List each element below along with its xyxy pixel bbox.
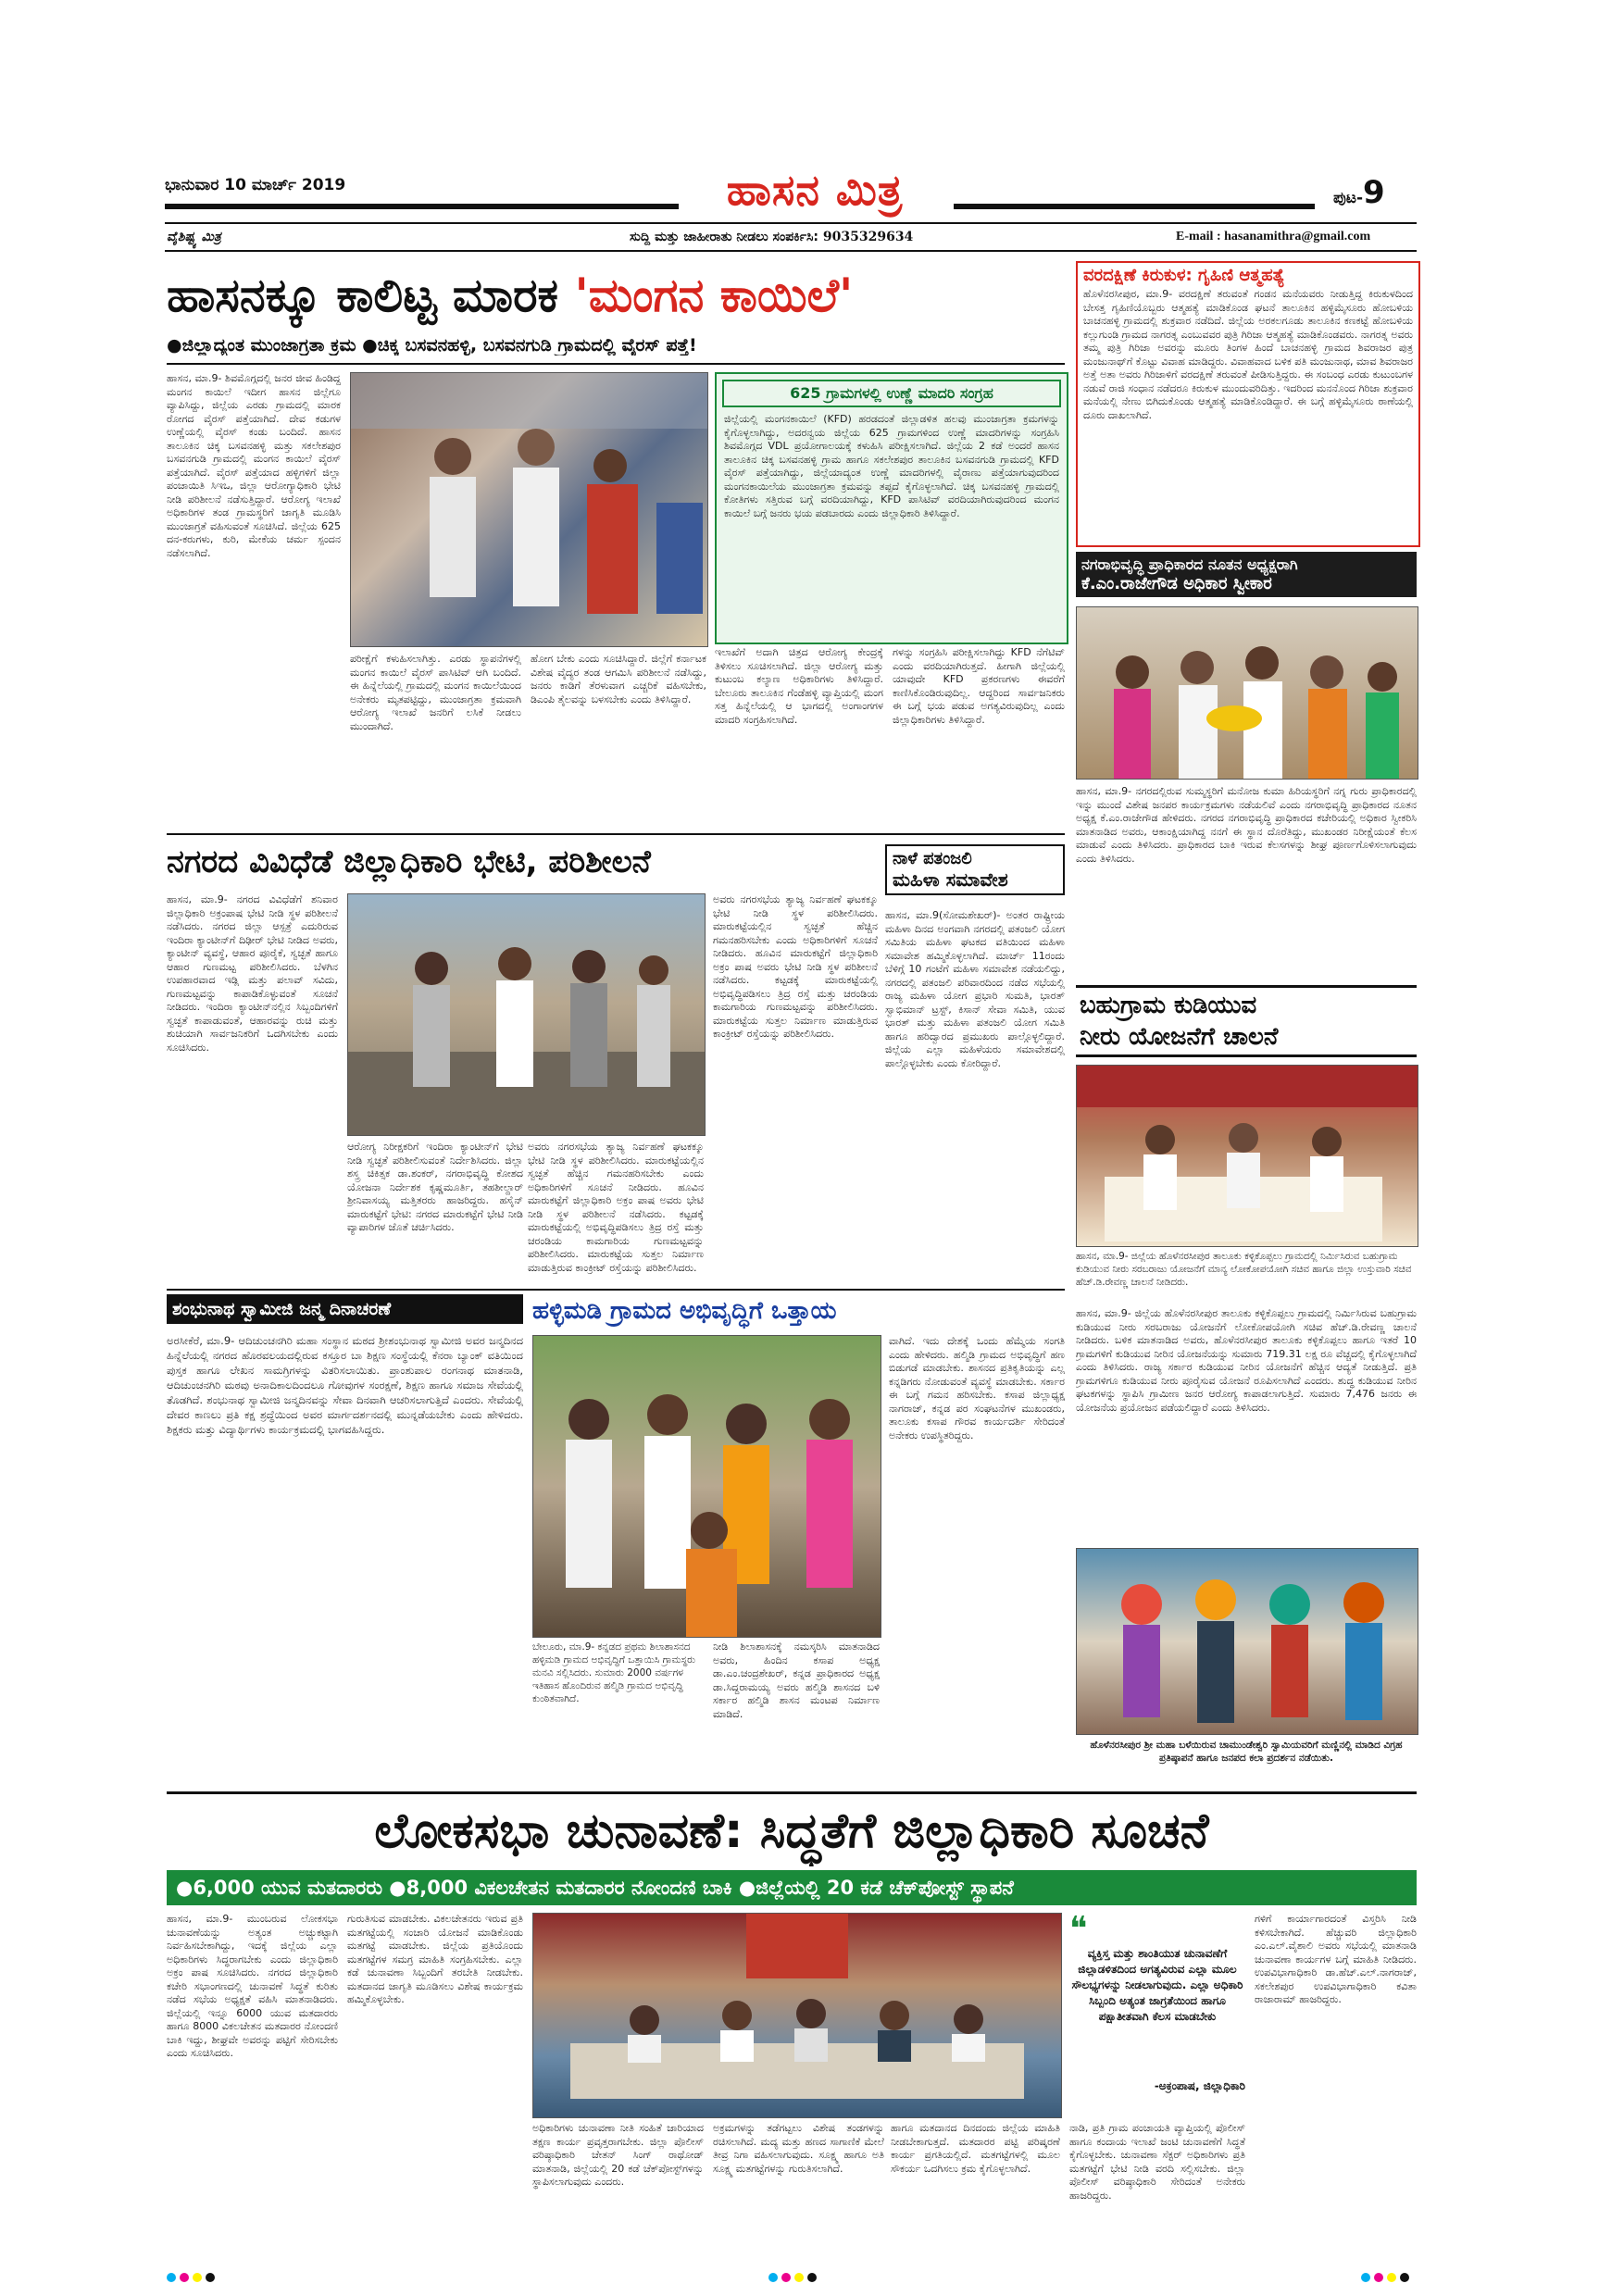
- dc-photo: [347, 893, 706, 1136]
- lead-headline: [167, 263, 1065, 330]
- dc-top-rule: [167, 833, 1065, 835]
- dc-body-col2: ಆರೋಗ್ಯ ನಿರೀಕ್ಷಕರಿಗೆ ಇಂದಿರಾ ಕ್ಯಾಂಟೀನ್‌ಗೆ ಭೇಟಿ ನೀಡಿ ಸ್ವಚ್ಛತೆ ಪರಿಶೀಲಿಸುವಂತೆ ನಿರ್ದೇಶಿಸಿದರು. ಜಿಲ್ಲಾ ಶಸ್ತ್ರ ಚಿಕಿತ್ಸಕ ಡಾ.ಶಂಕರ್, ನಗರಾಭಿವೃದ್ಧಿ ಕೋಶದ ಯೋಜನಾ ನಿರ್ದೇಶಕ ಕೃಷ್ಣಮೂರ್ತಿ, ತಹಶೀಲ್ದಾರ್ ಶ್ರೀನಿವಾಸಯ್ಯ ಮತ್ತಿತರರು ಹಾಜರಿದ್ದರು. ಹಸೈನ್ ಮಾರುಕಟ್ಟೆಗೆ ಭೇಟಿ: ನಗರದ ಮಾರುಕಟ್ಟೆಗೆ ಭೇಟಿ ನೀಡಿ ವ್ಯಾಪಾರಿಗಳ ಜೊತೆ ಚರ್ಚಿಸಿದರು.: [347, 1141, 523, 1233]
- election-banner: ●6,000 ಯುವ ಮತದಾರರು ●8,000 ವಿಕಲಚೇತನ ಮತದಾರರ ನೋಂದಣಿ ಬಾಕಿ ●ಜಿಲ್ಲೆಯಲ್ಲಿ 20 ಕಡೆ ಚೆಕ್‌ಪೋಸ್ಟ್ ಸ್ಥಾಪನೆ: [167, 1870, 1417, 1905]
- header-rule-right: [954, 204, 1315, 209]
- quote-author: -ಅಕ್ರಂಪಾಷ, ಜಿಲ್ಲಾಧಿಕಾರಿ: [1154, 2079, 1245, 2092]
- hallimadi-body-col3: ವಾಗಿದೆ. ಇದು ದೇಶಕ್ಕೆ ಒಂದು ಹೆಮ್ಮೆಯ ಸಂಗತಿ ಎಂದು ಹೇಳಿದರು. ಹಲ್ಮಿಡಿ ಗ್ರಾಮದ ಅಭಿವೃದ್ಧಿಗೆ ಹಣ ಬಿಡುಗಡೆ ಮಾಡಬೇಕು. ಶಾಸನದ ಪ್ರತಿಕೃತಿಯನ್ನು ಎಲ್ಲ ಕನ್ನಡಿಗರು ನೋಡುವಂತೆ ವ್ಯವಸ್ಥೆ ಮಾಡಬೇಕು. ಸರ್ಕಾರ ಈ ಬಗ್ಗೆ ಗಮನ ಹರಿಸಬೇಕು. ಕಸಾಪ ಜಿಲ್ಲಾಧ್ಯಕ್ಷ ನಾಗರಾಜ್, ಕನ್ನಡ ಪರ ಸಂಘಟನೆಗಳ ಮುಖಂಡರು, ತಾಲೂಕು ಕಸಾಪ ಗೌರವ ಕಾರ್ಯದರ್ಶಿ ಸೇರಿದಂತೆ ಅನೇಕರು ಉಪಸ್ಥಿತರಿದ್ದರು.: [889, 1335, 1065, 1441]
- election-body-col3: ಅಧಿಕಾರಿಗಳು ಚುನಾವಣಾ ನೀತಿ ಸಂಹಿತೆ ಜಾರಿಯಾದ ತಕ್ಷಣ ಕಾರ್ಯ ಪ್ರವೃತ್ತರಾಗಬೇಕು. ಜಿಲ್ಲಾ ಪೊಲೀಸ್ ವರಿಷ್ಠಾಧಿಕಾರಿ ಚೇತನ್ ಸಿಂಗ್ ರಾಥೋಡ್ ಮಾತನಾಡಿ, ಜಿಲ್ಲೆಯಲ್ಲಿ 20 ಕಡೆ ಚೆಕ್‌ಪೋಸ್ಟ್‌ಗಳನ್ನು ಸ್ಥಾಪಿಸಲಾಗುವುದು ಎಂದರು.: [532, 2122, 704, 2188]
- lead-photo: [350, 372, 708, 647]
- shambhu-body: ಅರಸೀಕೆರೆ, ಮಾ.9- ಆದಿಚುಂಚನಗಿರಿ ಮಹಾ ಸಂಸ್ಥಾನ ಮಠದ ಶ್ರೀಶಂಭುನಾಥ ಸ್ವಾಮೀಜಿ ಅವರ ಜನ್ಮದಿನದ ಹಿನ್ನೆಲೆಯಲ್ಲಿ ನಗರದ ಹೊರವಲಯದಲ್ಲಿರುವ ಕಸ್ತೂರ ಬಾ ಶಿಕ್ಷಣ ಸಂಸ್ಥೆಯಲ್ಲಿ ಕೆನರಾ ಬ್ಯಾಂಕ್ ವತಿಯಿಂದ ಪುಸ್ತಕ ಹಾಗೂ ಲೇಖನ ಸಾಮಗ್ರಿಗಳನ್ನು ವಿತರಿಸಲಾಯಿತು. ಪ್ರಾಂಶುಪಾಲ ರಂಗನಾಥ ಮಾತನಾಡಿ, ಆದಿಚುಂಚನಗಿರಿ ಮಠವು ಅನಾದಿಕಾಲದಿಂದಲೂ ಗೋವುಗಳ ಸಂರಕ್ಷಣೆ, ಶಿಕ್ಷಣ ಹಾಗೂ ಸಮಾಜ ಸೇವೆಯಲ್ಲಿ ತೊಡಗಿದೆ. ಶಂಭುನಾಥ ಸ್ವಾಮೀಜಿ ಜನ್ಮದಿನವನ್ನು ಸೇವಾ ದಿನವಾಗಿ ಆಚರಿಸಲಾಗುತ್ತಿದೆ ಎಂದರು. ಸೇವೆಯಲ್ಲಿ ದೇವರ ಕಾಣಲು ಪ್ರತಿ ಕಕ್ಷ ಶ್ರದ್ಧೆಯಿಂದ ಅವರ ಮಾರ್ಗದರ್ಶನದಲ್ಲಿ ಮುನ್ನಡೆಯಬೇಕು ಎಂದು ಹೇಳಿದರು. ಶಿಕ್ಷಕರು ಮತ್ತು ವಿದ್ಯಾರ್ಥಿಗಳು ಕಾರ್ಯಕ್ರಮದಲ್ಲಿ ಭಾಗವಹಿಸಿದ್ದರು.: [167, 1334, 523, 1436]
- kfd-col-b: ಗಳನ್ನು ಸಂಗ್ರಹಿಸಿ ಪರೀಕ್ಷಿಸಲಾಗಿದ್ದು KFD ನೆಗೆಟಿವ್ ಎಂದು ವರದಿಯಾಗಿರುತ್ತದೆ. ಹೀಗಾಗಿ ಜಿಲ್ಲೆಯಲ್ಲಿ ಯಾವುದೇ KFD ಪ್ರಕರಣಗಳು ಈವರೆಗೆ ಕಾಣಿಸಿಕೊಂಡಿರುವುದಿಲ್ಲ. ಆದ್ದರಿಂದ ಸಾರ್ವಜನಿಕರು ಈ ಬಗ್ಗೆ ಭಯ ಪಡುವ ಅಗತ್ಯವಿರುವುದಿಲ್ಲ ಎಂದು ಜಿಲ್ಲಾಧಿಕಾರಿಗಳು ತಿಳಿಸಿದ್ದಾರೆ.: [893, 646, 1065, 726]
- header-rule-thin: [165, 222, 1417, 224]
- water-body: ಹಾಸನ, ಮಾ.9- ಜಿಲ್ಲೆಯ ಹೊಳೆನರಸೀಪುರ ತಾಲೂಕು ಕಳ್ಳಿಕೊಪ್ಪಲು ಗ್ರಾಮದಲ್ಲಿ ನಿರ್ಮಿಸಿರುವ ಬಹುಗ್ರಾಮ ಕುಡಿಯುವ ನೀರು ಸರಬರಾಜು ಯೋಜನೆಗೆ ಲೋಕೋಪಯೋಗಿ ಸಚಿವ ಹೆಚ್.ಡಿ.ರೇವಣ್ಣ ಚಾಲನೆ ನೀಡಿದರು. ಬಳಿಕ ಮಾತನಾಡಿದ ಅವರು, ಹೊಳೆನರಸೀಪುರ ತಾಲೂಕು ಕಳ್ಳಿಕೊಪ್ಪಲು ಹಾಗೂ ಇತರೆ 10 ಗ್ರಾಮಗಳಿಗೆ ಕುಡಿಯುವ ನೀರಿನ ಯೋಜನೆಯನ್ನು ಸುಮಾರು 719.31 ಲಕ್ಷ ರೂ ವೆಚ್ಚದಲ್ಲಿ ಕೈಗೊಳ್ಳಲಾಗಿದೆ ಎಂದು ತಿಳಿಸಿದರು. ರಾಜ್ಯ ಸರ್ಕಾರ ಕುಡಿಯುವ ನೀರಿನ ಯೋಜನೆಗೆ ಹೆಚ್ಚಿನ ಆದ್ಯತೆ ನೀಡುತ್ತಿದೆ. ಪ್ರತಿ ಗ್ರಾಮಗಳಿಗೂ ಕುಡಿಯುವ ನೀರು ಪೂರೈಸುವ ಯೋಜನೆ ರೂಪಿಸಲಾಗಿದೆ ಎಂದರು. ಶುದ್ಧ ಕುಡಿಯುವ ನೀರಿನ ಘಟಕಗಳನ್ನು ಸ್ಥಾಪಿಸಿ ಗ್ರಾಮೀಣ ಜನರ ಆರೋಗ್ಯ ಕಾಪಾಡಲಾಗುತ್ತಿದೆ. ಸುಮಾರು 7,476 ಜನರು ಈ ಯೋಜನೆಯ ಪ್ರಯೋಜನ ಪಡೆಯಲಿದ್ದಾರೆ ಎಂದು ತಿಳಿಸಿದರು.: [1076, 1307, 1417, 1414]
- lead-subhead: ●ಜಿಲ್ಲಾದ್ಯಂತ ಮುಂಜಾಗ್ರತಾ ಕ್ರಮ ●ಚಿಕ್ಕ ಬಸವನಹಳ್ಳಿ, ಬಸವನಗುಡಿ ಗ್ರಾಮದಲ್ಲಿ ವೈರಸ್ ಪತ್ತೆ!: [167, 335, 697, 356]
- uda-body: ಹಾಸನ, ಮಾ.9- ನಗರದಲ್ಲಿರುವ ಸುಮ್ಮಸ್ಥರಿಗೆ ಮನೋಜ ಕುಮಾ ಹಿರಿಯಸ್ಥರಿಗೆ ನಗ್ನ ಗುರು ಪ್ರಾಧಿಕಾರದಲ್ಲಿ ಇನ್ನು ಮುಂದೆ ವಿಶೇಷ ಜನಪರ ಕಾರ್ಯಕ್ರಮಗಳು ನಡೆಯಲಿವೆ ಎಂದು ನಗರಾಭಿವೃದ್ಧಿ ಪ್ರಾಧಿಕಾರದ ನೂತನ ಅಧ್ಯಕ್ಷ ಕೆ.ಎಂ.ರಾಜೇಗೌಡ ಹೇಳಿದರು. ನಗರದ ನಗರಾಭಿವೃದ್ಧಿ ಪ್ರಾಧಿಕಾರದ ಕಚೇರಿಯಲ್ಲಿ ಅಧಿಕಾರ ಸ್ವೀಕರಿಸಿ ಮಾತನಾಡಿದ ಅವರು, ಆಕಾಂಕ್ಷಿಯಾಗಿದ್ದ ನನಗೆ ಈ ಸ್ಥಾನ ದೊರೆತಿದ್ದು, ಮುಖಂಡರ ನಿರೀಕ್ಷೆಯಂತೆ ಕೆಲಸ ಮಾಡುವೆ ಎಂದು ತಿಳಿಸಿದರು. ಪ್ರಾಧಿಕಾರದ ಬಾಕಿ ಇರುವ ಕೆಲಸಗಳನ್ನು ಶೀಘ್ರ ಪೂರ್ಣಗೊಳಿಸಲಾಗುವುದು ಎಂದು ತಿಳಿಸಿದರು.: [1076, 785, 1417, 865]
- dc-photo-figures: [348, 894, 705, 1135]
- page-number-label: [1333, 174, 1385, 211]
- election-body-col2: ಗುರುತಿಸುವ ಮಾಡಬೇಕು. ವಿಕಲಚೇತನರು ಇರುವ ಪ್ರತಿ ಮತಗಟ್ಟೆಯಲ್ಲಿ ಸಂಚಾರಿ ಯೋಜನೆ ಮಾಡಿಕೊಂಡು ಮತಗಟ್ಟೆ ಮಾಡಬೇಕು. ಜಿಲ್ಲೆಯ ಪ್ರತಿಯೊಂದು ಮತಗಟ್ಟೆಗಳ ಸಮಗ್ರ ಮಾಹಿತಿ ಸಂಗ್ರಹಿಸಬೇಕು. ಎಲ್ಲಾ ಕಡೆ ಚುನಾವಣಾ ಸಿಬ್ಬಂದಿಗೆ ತರಬೇತಿ ನೀಡಬೇಕು. ಮತದಾನದ ಜಾಗೃತಿ ಮೂಡಿಸಲು ವಿಶೇಷ ಕಾರ್ಯಕ್ರಮ ಹಮ್ಮಿಕೊಳ್ಳಬೇಕು.: [347, 1913, 523, 2005]
- registration-dots-center: [768, 2268, 820, 2286]
- hallimadi-caption: ಬೇಲೂರು, ಮಾ.9- ಕನ್ನಡದ ಪ್ರಥಮ ಶಿಲಾಶಾಸನದ ಹಳ್ಳಿಮಡಿ ಗ್ರಾಮದ ಅಭಿವೃದ್ಧಿಗೆ ಒತ್ತಾಯಿಸಿ ಗ್ರಾಮಸ್ಥರು ಮನವಿ ಸಲ್ಲಿಸಿದರು. ಸುಮಾರು 2000 ವರ್ಷಗಳ ಇತಿಹಾಸ ಹೊಂದಿರುವ ಹಲ್ಮಿಡಿ ಗ್ರಾಮದ ಅಭಿವೃದ್ಧಿ ಕುಂಠಿತವಾಗಿದೆ.: [532, 1641, 696, 1704]
- water-headline-2: ನೀರು ಯೋಜನೆಗೆ ಚಾಲನೆ: [1080, 1023, 1279, 1051]
- masthead: ಹಾಸನ ಮಿತ್ರ: [726, 165, 904, 215]
- quote-text: ವ್ಯಕ್ತಿಸ್ತ ಮತ್ತು ಶಾಂತಿಯುತ ಚುನಾವಣೆಗೆ ಜಿಲ್ಲಾಡಳಿತದಿಂದ ಅಗತ್ಯವಿರುವ ಎಲ್ಲಾ ಮೂಲ ಸೌಲಭ್ಯಗಳನ್ನು ನೀಡಲಾಗುವುದು. ಎಲ್ಲಾ ಅಧಿಕಾರಿ ಸಿಬ್ಬಂದಿ ಅತ್ಯಂತ ಜಾಗ್ರತೆಯಿಂದ ಹಾಗೂ ಪಕ್ಷಾತೀತವಾಗಿ ಕೆಲಸ ಮಾಡಬೇಕು: [1071, 1947, 1243, 2023]
- lead-body-col1: ಹಾಸನ, ಮಾ.9- ಶಿವಮೊಗ್ಗದಲ್ಲಿ ಜನರ ಜೀವ ಹಿಂಡಿದ್ದ ಮಂಗನ ಕಾಯಿಲೆ ಇದೀಗ ಹಾಸನ ಜಿಲ್ಲೆಗೂ ವ್ಯಾಪಿಸಿದ್ದು, ಜಿಲ್ಲೆಯ ಎರಡು ಗ್ರಾಮದಲ್ಲಿ ಮಾರಕ ರೋಗದ ವೈರಸ್ ಪತ್ತೆಯಾಗಿದೆ. ದೇವ ಕಡುಗಳ ಉಣ್ಣೆಯಲ್ಲಿ ವೈರಸ್ ಕಂಡು ಬಂದಿದೆ. ಹಾಸನ ತಾಲೂಕಿನ ಚಿಕ್ಕ ಬಸವನಹಳ್ಳಿ ಮತ್ತು ಸಕಲೇಶಪುರ ಬಸವನಗುಡಿ ಗ್ರಾಮದಲ್ಲಿ ಮಂಗನ ಕಾಯಿಲೆ ವೈರಸ್ ಪತ್ತೆಯಾಗಿದೆ. ವೈರಸ್ ಪತ್ತೆಯಾದ ಹಳ್ಳಿಗಳಿಗೆ ಜಿಲ್ಲಾ ಪಂಚಾಯಿತಿ ಸಿಇಒ, ಜಿಲ್ಲಾ ಆರೋಗ್ಯಾಧಿಕಾರಿ ಭೇಟಿ ನೀಡಿ ಪರಿಶೀಲನೆ ನಡೆಸುತ್ತಿದ್ದಾರೆ. ಆರೋಗ್ಯ ಇಲಾಖೆ ಅಧಿಕಾರಿಗಳ ತಂಡ ಗ್ರಾಮಸ್ಥರಿಗೆ ಜಾಗೃತಿ ಮೂಡಿಸಿ ಮುಂಜಾಗ್ರತೆ ವಹಿಸುವಂತೆ ಸೂಚಿಸಿದೆ. ಜಿಲ್ಲೆಯ 625 ದನ-ಕರುಗಳು, ಕುರಿ, ಮೇಕೆಯ ಚರ್ಮ ಸ್ಪಂದನ ನಡೆಸಲಾಗಿದೆ.: [167, 372, 341, 559]
- dc-headline: ನಗರದ ವಿವಿಧೆಡೆ ಜಿಲ್ಲಾಧಿಕಾರಿ ಭೇಟಿ, ಪರಿಶೀಲನೆ: [167, 843, 651, 880]
- kfd-col-a: ಇಲಾಖೆಗೆ ಅದಾಗಿ ಚಿತ್ರದ ಆರೋಗ್ಯ ಕೇಂದ್ರಕ್ಕೆ ತಿಳಿಸಲು ಸೂಚಿಸಲಾಗಿದೆ. ಜಿಲ್ಲಾ ಆರೋಗ್ಯ ಮತ್ತು ಕುಟುಂಬ ಕಲ್ಯಾಣ ಅಧಿಕಾರಿಗಳು ತಿಳಿಸಿದ್ದಾರೆ. ಬೇಲೂರು ತಾಲೂಕಿನ ಗೆಂಡೆಹಳ್ಳಿ ವ್ಯಾಪ್ತಿಯಲ್ಲಿ ಮಂಗ ಸತ್ತ ಹಿನ್ನೆಲೆಯಲ್ಲಿ ಆ ಭಾಗದಲ್ಲಿ ಅಂಗಾಂಗಗಳ ಮಾದರಿ ಸಂಗ್ರಹಿಸಲಾಗಿದೆ.: [715, 646, 883, 726]
- hallimadi-photo: [532, 1335, 881, 1638]
- election-quote: [1069, 1910, 1245, 2116]
- dc-body-col1: ಹಾಸನ, ಮಾ.9- ನಗರದ ವಿವಿಧೆಡೆಗೆ ಶನಿವಾರ ಜಿಲ್ಲಾಧಿಕಾರಿ ಅಕ್ರಂಪಾಷ ಭೇಟಿ ನೀಡಿ ಸ್ಥಳ ಪರಿಶೀಲನೆ ನಡೆಸಿದರು. ನಗರದ ಜಿಲ್ಲಾ ಆಸ್ಪತ್ರೆ ಎದುರಿರುವ ಇಂದಿರಾ ಕ್ಯಾಂಟೀನ್‌ಗೆ ದಿಢೀರ್ ಭೇಟಿ ನೀಡಿದ ಅವರು, ಕ್ಯಾಂಟೀನ್ ವ್ಯವಸ್ಥೆ, ಆಹಾರ ಪೂರೈಕೆ, ಸ್ವಚ್ಛತೆ ಹಾಗೂ ಆಹಾರ ಗುಣಮಟ್ಟ ಪರಿಶೀಲಿಸಿದರು. ಬೆಳಗಿನ ಉಪಹಾರವಾದ ಇಡ್ಲಿ ಮತ್ತು ಪಲಾವ್ ಸವಿದು, ಗುಣಮಟ್ಟವನ್ನು ಕಾಪಾಡಿಕೊಳ್ಳುವಂತೆ ಸೂಚನೆ ನೀಡಿದರು. ಇಂದಿರಾ ಕ್ಯಾಂಟೀನ್‌ನಲ್ಲಿನ ಸಿಬ್ಬಂದಿಗಳಿಗೆ ಸ್ವಚ್ಛತೆ ಕಾಪಾಡುವಂತೆ, ಆಹಾರವನ್ನು ರುಚಿ ಮತ್ತು ಶುಚಿಯಾಗಿ ಸಾರ್ವಜನಿಕರಿಗೆ ಒದಗಿಸಬೇಕು ಎಂದು ಸೂಚಿಸಿದರು.: [167, 893, 338, 1054]
- dot-black: [1400, 2273, 1409, 2282]
- registration-dots-right: [1361, 2268, 1413, 2286]
- dot-yellow: [794, 2273, 804, 2282]
- registration-dots-left: [167, 2268, 219, 2286]
- dot-cyan: [1361, 2273, 1370, 2282]
- header-rule-left: [165, 204, 679, 209]
- dowry-story: [1076, 261, 1420, 547]
- contact-phone: 9035329634: [822, 230, 914, 244]
- dot-yellow: [1387, 2273, 1396, 2282]
- shambhu-headline: ಶಂಭುನಾಥ ಸ್ವಾಮೀಜಿ ಜನ್ಮ ದಿನಾಚರಣೆ: [167, 1294, 523, 1324]
- dot-cyan: [768, 2273, 778, 2282]
- quote-mark: ❝: [1069, 1910, 1088, 1948]
- dowry-body: ಹೊಳೆನರಸೀಪುರ, ಮಾ.9- ವರದಕ್ಷಿಣೆ ತರುವಂತೆ ಗಂಡನ ಮನೆಯವರು ನೀಡುತ್ತಿದ್ದ ಕಿರುಕುಳದಿಂದ ಬೇಸತ್ತ ಗೃಹಿಣಿಯೊಬ್ಬರು ಆತ್ಮಹತ್ಯೆ ಮಾಡಿಕೊಂಡ ಘಟನೆ ತಾಲೂಕಿನ ಹಳ್ಳಿಮೈಸೂರು ಹೋಬಳಿಯ ಬಾಚನಹಳ್ಳಿ ಗ್ರಾಮದಲ್ಲಿ ಶುಕ್ರವಾರ ನಡೆದಿದೆ. ಜಿಲ್ಲೆಯ ಅರಕಲಗೂಡು ತಾಲೂಕಿನ ಕಣಕಟ್ಟೆ ಹೋಬಳಿಯ ಕಲ್ಲುಗುಂಡಿ ಗ್ರಾಮದ ನಾಗರತ್ನ ಎಂಬುವವರ ಪುತ್ರಿ ಗಿರಿಜಾ ಆತ್ಮಹತ್ಯೆ ಮಾಡಿಕೊಂಡವರು. ನಾಗರತ್ನ ಅವರು ತಮ್ಮ ಪುತ್ರಿ ಗಿರಿಜಾ ಅವರನ್ನು ಮೂರು ತಿಂಗಳ ಹಿಂದೆ ಬಾಚನಹಳ್ಳಿ ಗ್ರಾಮದ ಶಿವರಾಜರ ಪುತ್ರ ಮಂಜುನಾಥ್‌ಗೆ ಕೊಟ್ಟು ವಿವಾಹ ಮಾಡಿದ್ದರು. ವಿವಾಹವಾದ ಬಳಿಕ ಪತಿ ಮಂಜುನಾಥ, ಮಾವ ಶಿವರಾಜರ ಅತ್ತೆ ಅತಾ ಅವರು ಗಿರಿಜಾಳಿಗೆ ವರದಕ್ಷಿಣೆ ತರುವಂತೆ ಪೀಡಿಸುತ್ತಿದ್ದರು. ಈ ಸಂಬಂಧ ಎರಡು ಕುಟುಂಬಗಳ ನಡುವೆ ರಾಜಿ ಸಂಧಾನ ನಡೆದರೂ ಕಿರುಕುಳ ಮುಂದುವರಿದಿತ್ತು. ಇದರಿಂದ ಮನನೊಂದ ಗಿರಿಜಾ ಶುಕ್ರವಾರ ಮನೆಯಲ್ಲಿ ನೇಣು ಬಿಗಿದುಕೊಂಡು ಆತ್ಮಹತ್ಯೆ ಮಾಡಿಕೊಂಡಿದ್ದಾರೆ. ಈ ಬಗ್ಗೆ ಹಳ್ಳಿಮೈಸೂರು ಠಾಣೆಯಲ್ಲಿ ದೂರು ದಾಖಲಾಗಿದೆ.: [1083, 288, 1413, 421]
- dot-cyan: [167, 2273, 176, 2282]
- email: E-mail : hasanamithra@gmail.com: [1176, 230, 1371, 243]
- hallimadi-headline: ಹಳ್ಳಿಮಡಿ ಗ್ರಾಮದ ಅಭಿವೃದ್ಧಿಗೆ ಒತ್ತಾಯ: [532, 1297, 837, 1325]
- dot-yellow: [193, 2273, 202, 2282]
- election-top-rule: [167, 1791, 1417, 1794]
- election-body-col4: ಅಕ್ರಮಗಳನ್ನು ತಡೆಗಟ್ಟಲು ವಿಶೇಷ ತಂಡಗಳನ್ನು ರಚಿಸಲಾಗಿದೆ. ಮದ್ಯ ಮತ್ತು ಹಣದ ಸಾಗಾಣಿಕೆ ಮೇಲೆ ತೀವ್ರ ನಿಗಾ ವಹಿಸಲಾಗುವುದು. ಸೂಕ್ಷ್ಮ ಹಾಗೂ ಅತಿ ಸೂಕ್ಷ್ಮ ಮತಗಟ್ಟೆಗಳನ್ನು ಗುರುತಿಸಲಾಗಿದೆ.: [713, 2122, 884, 2175]
- hallimadi-body-col2: ನೀಡಿ ಶಿಲಾಶಾಸನಕ್ಕೆ ನಮಸ್ಕರಿಸಿ ಮಾತನಾಡಿದ ಅವರು, ಹಿಂದಿನ ಕಸಾಪ ಅಧ್ಯಕ್ಷ ಡಾ.ಎಂ.ಚಂದ್ರಶೇಖರ್, ಕನ್ನಡ ಪ್ರಾಧಿಕಾರದ ಅಧ್ಯಕ್ಷ ಡಾ.ಸಿದ್ದರಾಮಯ್ಯ ಅವರು ಹಲ್ಮಿಡಿ ಶಾಸನದ ಬಳಿ ಸರ್ಕಾರ ಹಲ್ಮಿಡಿ ಶಾಸನ ಮಂಟಪ ನಿರ್ಮಾಣ ಮಾಡಿದೆ.: [713, 1641, 880, 1720]
- election-headline: ಲೋಕಸಭಾ ಚುನಾವಣೆ: ಸಿದ್ಧತೆಗೆ ಜಿಲ್ಲಾಧಿಕಾರಿ ಸೂಚನೆ: [374, 1803, 1209, 1859]
- dot-magenta: [180, 2273, 189, 2282]
- header-date: ಭಾನುವಾರ 10 ಮಾರ್ಚ್ 2019: [165, 176, 346, 194]
- lead-headline-quote: 'ಮಂಗನ ಕಾಯಿಲೆ': [574, 268, 854, 322]
- election-body-col7: ಗಳಿಗೆ ಕಾರ್ಯಾಗಾರದಂತೆ ವಿಸ್ತರಿಸಿ ನೀಡಿ ಕಳಿಸಬೇಕಾಗಿದೆ. ಹೆಚ್ಚುವರಿ ಜಿಲ್ಲಾಧಿಕಾರಿ ಎಂ.ಎಲ್.ವೈಶಾಲಿ ಅವರು ಸಭೆಯಲ್ಲಿ ಮಾತನಾಡಿ ಚುನಾವಣಾ ಕಾರ್ಯಗಳ ಬಗ್ಗೆ ಮಾಹಿತಿ ನೀಡಿದರು. ಉಪವಿಭಾಗಾಧಿಕಾರಿ ಡಾ.ಹೆಚ್.ಎಲ್.ನಾಗರಾಜ್, ಸಕಲೇಶಪುರ ಉಪವಿಭಾಗಾಧಿಕಾರಿ ಕವಿತಾ ರಾಜಾರಾಮ್ ಹಾಜರಿದ್ದರು.: [1255, 1913, 1417, 2005]
- cultural-photo: [1076, 1548, 1418, 1735]
- dc-body-col3: ಅವರು ನಗರಸಭೆಯ ತ್ಯಾಜ್ಯ ನಿರ್ವಹಣೆ ಘಟಕಕ್ಕೂ ಭೇಟಿ ನೀಡಿ ಸ್ಥಳ ಪರಿಶೀಲಿಸಿದರು. ಮಾರುಕಟ್ಟೆಯಲ್ಲಿನ ಸ್ವಚ್ಛತೆ ಹೆಚ್ಚಿನ ಗಮನಹರಿಸಬೇಕು ಎಂದು ಅಧಿಕಾರಿಗಳಿಗೆ ಸೂಚನೆ ನೀಡಿದರು. ಹೂವಿನ ಮಾರುಕಟ್ಟೆಗೆ ಜಿಲ್ಲಾಧಿಕಾರಿ ಅಕ್ರಂ ಪಾಷ ಅವರು ಭೇಟಿ ನೀಡಿ ಸ್ಥಳ ಪರಿಶೀಲನೆ ನಡೆಸಿದರು. ಕಟ್ಟಡಕ್ಕೆ ಮಾರುಕಟ್ಟೆಯಲ್ಲಿ ಅಭಿವೃದ್ಧಿಪಡಿಸಲು ತ್ರಿದ್ರ ರಸ್ತೆ ಮತ್ತು ಚರಂಡಿಯ ಕಾಮಗಾರಿಯ ಗುಣಮಟ್ಟವನ್ನು ಪರಿಶೀಲಿಸಿದರು. ಮಾರುಕಟ್ಟೆಯ ಸುತ್ತಲ ನಿರ್ಮಾಣ ಮಾಡುತ್ತಿರುವ ಕಾಂಕ್ರೀಟ್ ರಸ್ತೆಯನ್ನು ಪರಿಶೀಲಿಸಿದರು.: [528, 1141, 704, 1274]
- water-caption: ಹಾಸನ, ಮಾ.9- ಜಿಲ್ಲೆಯ ಹೊಳೆನರಸೀಪುರ ತಾಲೂಕು ಕಳ್ಳಿಕೊಪ್ಪಲು ಗ್ರಾಮದಲ್ಲಿ ನಿರ್ಮಿಸಿರುವ ಬಹುಗ್ರಾಮ ಕುಡಿಯುವ ನೀರು ಸರಬರಾಜು ಯೋಜನೆಗೆ ಮಾನ್ಯ ಲೋಕೋಪಯೋಗಿ ಸಚಿವ ಹಾಗೂ ಜಿಲ್ಲಾ ಉಸ್ತುವಾರಿ ಸಚಿವ ಹೆಚ್.ಡಿ.ರೇವಣ್ಣ ಚಾಲನೆ ನೀಡಿದರು.: [1076, 1251, 1412, 1288]
- lead-subhead-rule: [167, 363, 1065, 365]
- patanjali-headline-2: ಮಹಿಳಾ ಸಮಾವೇಶ: [893, 868, 1008, 891]
- page-label: ಪುಟ-: [1333, 189, 1363, 207]
- kfd-box: [715, 372, 1068, 644]
- contact-label: ಸುದ್ದಿ ಮತ್ತು ಜಾಹೀರಾತು ನೀಡಲು ಸಂಪರ್ಕಿಸಿ:: [630, 230, 819, 244]
- election-body-col1: ಹಾಸನ, ಮಾ.9- ಮುಂಬರುವ ಲೋಕಸಭಾ ಚುನಾವಣೆಯನ್ನು ಅತ್ಯಂತ ಅಚ್ಚುಕಟ್ಟಾಗಿ ನಿರ್ವಹಿಸಬೇಕಾಗಿದ್ದು, ಇದಕ್ಕೆ ಜಿಲ್ಲೆಯ ಎಲ್ಲಾ ಅಧಿಕಾರಿಗಳು ಸಿದ್ಧರಾಗಬೇಕು ಎಂದು ಜಿಲ್ಲಾಧಿಕಾರಿ ಅಕ್ರಂ ಪಾಷ ಸೂಚಿಸಿದರು. ನಗರದ ಜಿಲ್ಲಾಧಿಕಾರಿ ಕಚೇರಿ ಸಭಾಂಗಣದಲ್ಲಿ ಚುನಾವಣೆ ಸಿದ್ಧತೆ ಕುರಿತು ನಡೆದ ಸಭೆಯ ಅಧ್ಯಕ್ಷತೆ ವಹಿಸಿ ಮಾತನಾಡಿದರು. ಜಿಲ್ಲೆಯಲ್ಲಿ ಇನ್ನೂ 6000 ಯುವ ಮತದಾರರು ಹಾಗೂ 8000 ವಿಕಲಚೇತನ ಮತದಾರರ ನೋಂದಣಿ ಬಾಕಿ ಇದ್ದು, ಶೀಘ್ರವೇ ಅವರನ್ನು ಪಟ್ಟಿಗೆ ಸೇರಿಸಬೇಕು ಎಂದು ಸೂಚಿಸಿದರು.: [167, 1913, 338, 2059]
- page-number: 9: [1363, 174, 1385, 211]
- section-tag: ವೈಶಿಷ್ಟ್ಯ ಮಿತ್ರ: [167, 230, 221, 244]
- lead-body-col3: ಹೋಗ ಬೇಕು ಎಂದು ಸೂಚಿಸಿದ್ದಾರೆ. ಜಿಲ್ಲೆಗೆ ಕರ್ನಾಟಕ ವಿಶೇಷ ವೈದ್ಯರ ತಂಡ ಆಗಮಿಸಿ ಪರಿಶೀಲನೆ ನಡೆಸಿದ್ದು, ಜನರು ಕಾಡಿಗೆ ತೆರಳುವಾಗ ಎಚ್ಚರಿಕೆ ವಹಿಸಬೇಕು, ಡಿಎಂಪಿ ತೈಲವನ್ನು ಬಳಸಬೇಕು ಎಂದು ತಿಳಿಸಿದ್ದಾರೆ.: [531, 653, 706, 705]
- patanjali-headline-1: ನಾಳೆ ಪತಂಜಲಿ: [893, 849, 972, 868]
- election-body-col6: ನಾಡಿ, ಪ್ರತಿ ಗ್ರಾಮ ಪಂಚಾಯತಿ ವ್ಯಾಪ್ತಿಯಲ್ಲಿ ಪೊಲೀಸ್ ಹಾಗೂ ಕಂದಾಯ ಇಲಾಖೆ ಜಂಟಿ ಚುನಾವಣೆಗೆ ಸಿದ್ಧತೆ ಕೈಗೊಳ್ಳಬೇಕು. ಚುನಾವಣಾ ಸೆಕ್ಟರ್ ಅಧಿಕಾರಿಗಳು ಪ್ರತಿ ಮತಗಟ್ಟೆಗೆ ಭೇಟಿ ನೀಡಿ ವರದಿ ಸಲ್ಲಿಸಬೇಕು. ಜಿಲ್ಲಾ ಪೊಲೀಸ್ ವರಿಷ್ಠಾಧಿಕಾರಿ ಸೇರಿದಂತೆ ಅನೇಕರು ಹಾಜರಿದ್ದರು.: [1069, 2122, 1245, 2202]
- uda-photo-figures: [1077, 607, 1418, 779]
- dot-black: [206, 2273, 215, 2282]
- dot-magenta: [1374, 2273, 1383, 2282]
- water-headline-1: ಬಹುಗ್ರಾಮ ಕುಡಿಯುವ: [1080, 992, 1257, 1019]
- header-bottom-rule: [165, 250, 1417, 252]
- lead-headline-text: ಹಾಸನಕ್ಕೂ ಕಾಲಿಟ್ಟ ಮಾರಕ: [167, 268, 559, 322]
- uda-headline-1: ನಗರಾಭಿವೃದ್ಧಿ ಪ್ರಾಧಿಕಾರದ ನೂತನ ಅಧ್ಯಕ್ಷರಾಗಿ: [1081, 555, 1298, 573]
- dc-body-col3b: ಅವರು ನಗರಸಭೆಯ ತ್ಯಾಜ್ಯ ನಿರ್ವಹಣೆ ಘಟಕಕ್ಕೂ ಭೇಟಿ ನೀಡಿ ಸ್ಥಳ ಪರಿಶೀಲಿಸಿದರು. ಮಾರುಕಟ್ಟೆಯಲ್ಲಿನ ಸ್ವಚ್ಛತೆ ಹೆಚ್ಚಿನ ಗಮನಹರಿಸಬೇಕು ಎಂದು ಅಧಿಕಾರಿಗಳಿಗೆ ಸೂಚನೆ ನೀಡಿದರು. ಹೂವಿನ ಮಾರುಕಟ್ಟೆಗೆ ಜಿಲ್ಲಾಧಿಕಾರಿ ಅಕ್ರಂ ಪಾಷ ಅವರು ಭೇಟಿ ನೀಡಿ ಸ್ಥಳ ಪರಿಶೀಲನೆ ನಡೆಸಿದರು. ಕಟ್ಟಡಕ್ಕೆ ಮಾರುಕಟ್ಟೆಯಲ್ಲಿ ಅಭಿವೃದ್ಧಿಪಡಿಸಲು ತ್ರಿದ್ರ ರಸ್ತೆ ಮತ್ತು ಚರಂಡಿಯ ಕಾಮಗಾರಿಯ ಗುಣಮಟ್ಟವನ್ನು ಪರಿಶೀಲಿಸಿದರು. ಮಾರುಕಟ್ಟೆಯ ಸುತ್ತಲ ನಿರ್ಮಾಣ ಮಾಡುತ್ತಿರುವ ಕಾಂಕ್ರೀಟ್ ರಸ್ತೆಯನ್ನು ಪರಿಶೀಲಿಸಿದರು.: [713, 893, 878, 1040]
- lead-body-col2: ಪರೀಕ್ಷೆಗೆ ಕಳುಹಿಸಲಾಗಿತ್ತು. ಎರಡು ಸ್ಥಾಪನೆಗಳಲ್ಲಿ ಮಂಗನ ಕಾಯಿಲೆ ವೈರಸ್ ಪಾಸಿಟಿವ್ ಆಗಿ ಬಂದಿದೆ. ಈ ಹಿನ್ನೆಲೆಯಲ್ಲಿ ಗ್ರಾಮದಲ್ಲಿ ಮಂಗನ ಕಾಯಿಲೆಯಿಂದ ಅನೇಕರು ಮೃತಪಟ್ಟಿದ್ದು, ಮುಂಜಾಗ್ರತಾ ಕ್ರಮವಾಗಿ ಆರೋಗ್ಯ ಇಲಾಖೆ ಜನರಿಗೆ ಲಸಿಕೆ ನೀಡಲು ಮುಂದಾಗಿದೆ.: [350, 653, 521, 732]
- uda-photo: [1076, 606, 1418, 780]
- uda-headline: [1076, 552, 1417, 597]
- water-headline: [1076, 985, 1417, 1057]
- water-photo: [1076, 1065, 1418, 1247]
- election-photo: [532, 1913, 1062, 2118]
- cultural-photo-figures: [1077, 1549, 1418, 1734]
- dowry-headline: ವರದಕ್ಷಿಣೆ ಕಿರುಕುಳ: ಗೃಹಿಣಿ ಆತ್ಮಹತ್ಯೆ: [1083, 266, 1285, 285]
- water-photo-figures: [1077, 1066, 1418, 1246]
- mid-rule: [167, 1289, 1065, 1291]
- kfd-box-body: ಜಿಲ್ಲೆಯಲ್ಲಿ ಮಂಗನಕಾಯಿಲೆ (KFD) ಹರಡದಂತೆ ಜಿಲ್ಲಾಡಳಿತ ಹಲವು ಮುಂಜಾಗ್ರತಾ ಕ್ರಮಗಳನ್ನು ಕೈಗೊಳ್ಳಲಾಗಿದ್ದು, ಅದರನ್ವಯ ಜಿಲ್ಲೆಯ 625 ಗ್ರಾಮಗಳಿಂದ ಉಣ್ಣೆ ಮಾದರಿಗಳನ್ನು ಸಂಗ್ರಹಿಸಿ ಶಿವಮೊಗ್ಗದ VDL ಪ್ರಯೋಗಾಲಯಕ್ಕೆ ಕಳುಹಿಸಿ ಪರೀಕ್ಷಿಸಲಾಗಿದೆ. ಜಿಲ್ಲೆಯ 2 ಕಡೆ ಅಂದರೆ ಹಾಸನ ತಾಲೂಕಿನ ಚಿಕ್ಕ ಬಸವನಹಳ್ಳಿ ಗ್ರಾಮ ಹಾಗೂ ಸಕಲೇಶಪುರ ತಾಲೂಕಿನ ಬಸವನಗುಡಿ ಗ್ರಾಮದಲ್ಲಿ KFD ವೈರಸ್ ಪತ್ತೆಯಾಗಿದ್ದು, ಜಿಲ್ಲೆಯಾದ್ಯಂತ ಉಣ್ಣೆ ಮಾದರಿಗಳಲ್ಲಿ ವೈರಾಣು ಪತ್ತೆಯಾಗುವುದರಿಂದ ಮಂಗನಕಾಯಿಲೆಯ ಮುಂಜಾಗ್ರತಾ ಕ್ರಮವನ್ನು ತಪ್ಪದೆ ಕೈಗೊಳ್ಳಲಾಗಿದೆ. ಚಿಕ್ಕ ಬಸವನಹಳ್ಳಿ ಗ್ರಾಮದಲ್ಲಿ ಕೋತಿಗಳು ಸತ್ತಿರುವ ಬಗ್ಗೆ ವರದಿಯಾಗಿದ್ದು, KFD ಪಾಸಿಟಿವ್ ವರದಿಯಾಗಿರುವುದರಿಂದ ಮಂಗನ ಕಾಯಿಲೆ ಬಗ್ಗೆ ಜನರು ಭಯ ಪಡಬಾರದು ಎಂದು ಜಿಲ್ಲಾಧಿಕಾರಿ ತಿಳಿಸಿದ್ದಾರೆ.: [724, 413, 1059, 519]
- dot-black: [807, 2273, 817, 2282]
- kfd-box-title: 625 ಗ್ರಾಮಗಳಲ್ಲಿ ಉಣ್ಣೆ ಮಾದರಿ ಸಂಗ್ರಹ: [722, 380, 1061, 407]
- election-body-col5: ಹಾಗೂ ಮತದಾನದ ದಿನದಂದು ಜಿಲ್ಲೆಯ ಮಾಹಿತಿ ನೀಡಬೇಕಾಗುತ್ತದೆ. ಮತದಾರರ ಪಟ್ಟಿ ಪರಿಷ್ಕರಣೆ ಕಾರ್ಯ ಪ್ರಗತಿಯಲ್ಲಿದೆ. ಮತಗಟ್ಟೆಗಳಲ್ಲಿ ಮೂಲ ಸೌಕರ್ಯ ಒದಗಿಸಲು ಕ್ರಮ ಕೈಗೊಳ್ಳಲಾಗಿದೆ.: [891, 2122, 1060, 2175]
- uda-headline-2: ಕೆ.ಎಂ.ರಾಜೇಗೌಡ ಅಧಿಕಾರ ಸ್ವೀಕಾರ: [1081, 574, 1272, 593]
- patanjali-body: ಹಾಸನ, ಮಾ.9(ಸೋಮಶೇಖರ್)- ಅಂತರ ರಾಷ್ಟ್ರೀಯ ಮಹಿಳಾ ದಿನದ ಅಂಗವಾಗಿ ನಗರದಲ್ಲಿ ಪತಂಜಲಿ ಯೋಗ ಸಮಿತಿಯ ಮಹಿಳಾ ಘಟಕದ ವತಿಯಿಂದ ಮಹಿಳಾ ಸಮಾವೇಶ ಹಮ್ಮಿಕೊಳ್ಳಲಾಗಿದೆ. ಮಾರ್ಚ್ 11ರಂದು ಬೆಳಿಗ್ಗೆ 10 ಗಂಟೆಗೆ ಮಹಿಳಾ ಸಮಾವೇಶ ನಡೆಯಲಿದ್ದು, ನಗರದಲ್ಲಿ ಪತಂಜಲಿ ಪರಿವಾರದಿಂದ ನಡೆದ ಸಭೆಯಲ್ಲಿ ರಾಜ್ಯ ಮಹಿಳಾ ಯೋಗ ಪ್ರಭಾರಿ ಸುಮತಿ, ಭಾರತ್ ಸ್ವಾಭಿಮಾನ್ ಟ್ರಸ್ಟ್, ಕಿಸಾನ್ ಸೇವಾ ಸಮಿತಿ, ಯುವ ಭಾರತ್ ಮತ್ತು ಮಹಿಳಾ ಪತಂಜಲಿ ಯೋಗ ಸಮಿತಿ ಹಾಗೂ ಹರಿದ್ವಾರದ ಪ್ರಮುಖರು ಪಾಲ್ಗೊಳ್ಳಲಿದ್ದಾರೆ. ಜಿಲ್ಲೆಯ ಎಲ್ಲಾ ಮಹಿಳೆಯರು ಸಮಾವೇಶದಲ್ಲಿ ಪಾಲ್ಗೊಳ್ಳಬೇಕು ಎಂದು ಕೋರಿದ್ದಾರೆ.: [885, 909, 1065, 1069]
- hallimadi-photo-figures: [533, 1336, 881, 1637]
- lead-photo-figures: [351, 373, 707, 646]
- election-photo-figures: [533, 1914, 1061, 2117]
- dot-magenta: [781, 2273, 791, 2282]
- contact-line: [630, 230, 913, 244]
- patanjali-headline: [885, 844, 1065, 895]
- cultural-caption: ಹೊಳೆನರಸೀಪುರ ಶ್ರೀ ಮಹಾ ಬಳೆಯಿರುವ ಚಾಮುಂಡೇಶ್ವರಿ ಸ್ವಾಮಿಯವರಿಗೆ ಮಣ್ಣಿನಲ್ಲಿ ಮಾಡಿದ ವಿಗ್ರಹ ಪ್ರತಿಷ್ಠಾಪನೆ ಹಾಗೂ ಜನಪದ ಕಲಾ ಪ್ರದರ್ಶನ ನಡೆಯಿತು.: [1090, 1740, 1403, 1764]
